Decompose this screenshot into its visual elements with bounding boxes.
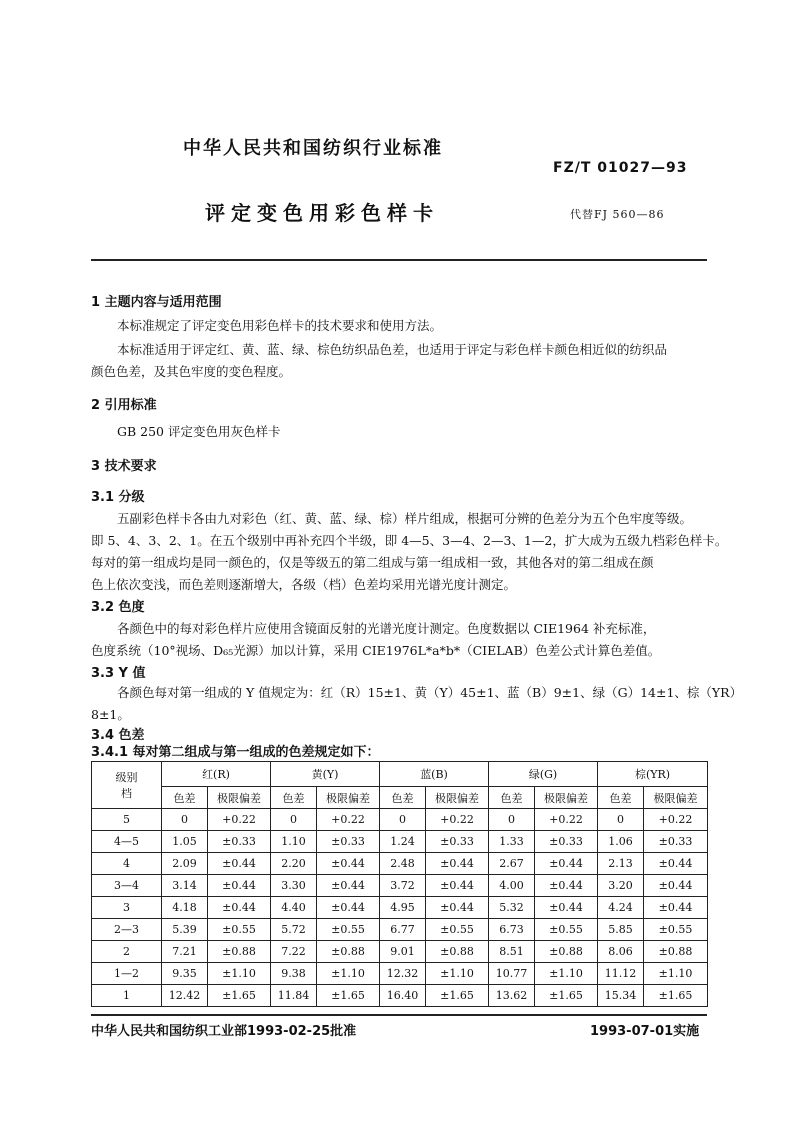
grade-cell: 1	[92, 985, 162, 1007]
grade-cell: 3—4	[92, 875, 162, 897]
tolerance-cell: ±0.44	[426, 897, 489, 919]
diff-cell: 0	[489, 809, 535, 831]
replaces-note: 代替FJ 560—86	[570, 208, 665, 221]
section-3-1-line-3: 每对的第一组成均是同一颜色的，仅是等级五的第二组成与第一组成相一致，其他各对的第二组成在颜	[91, 555, 654, 570]
sub-header-tol: 极限偏差	[426, 787, 489, 809]
section-3-3-line-2: 8±1。	[91, 707, 130, 722]
diff-cell: 2.48	[380, 853, 426, 875]
section-3-2-line-2: 色度系统（10°视场、D₆₅光源）加以计算，采用 CIE1976L*a*b*（CIELAB）色差公式计算色差值。	[91, 643, 661, 658]
tolerance-cell: ±0.55	[426, 919, 489, 941]
tolerance-cell: ±0.88	[535, 941, 598, 963]
tolerance-cell: ±0.44	[426, 875, 489, 897]
sub-header-tol: 极限偏差	[644, 787, 708, 809]
sub-header-diff: 色差	[380, 787, 426, 809]
table-row	[92, 919, 708, 941]
grade-cell: 3	[92, 897, 162, 919]
tolerance-cell: ±0.44	[317, 853, 380, 875]
diff-cell: 7.21	[162, 941, 208, 963]
footer-rule	[91, 1014, 707, 1016]
section-3-2-heading: 3.2 色度	[91, 600, 145, 615]
section-2-reference: GB 250 评定变色用灰色样卡	[117, 424, 281, 439]
diff-cell: 15.34	[598, 985, 644, 1007]
table-corner-bottom: 档	[121, 787, 132, 800]
diff-cell: 12.42	[162, 985, 208, 1007]
diff-cell: 2.67	[489, 853, 535, 875]
diff-cell: 9.38	[271, 963, 317, 985]
section-3-1-line-4: 色上依次变浅，而色差则逐渐增大，各级（档）色差均采用光谱光度计测定。	[91, 577, 517, 592]
section-3-4-1-heading: 3.4.1 每对第二组成与第一组成的色差规定如下：	[91, 745, 380, 760]
diff-cell: 3.30	[271, 875, 317, 897]
tolerance-cell: +0.22	[535, 809, 598, 831]
diff-cell: 4.18	[162, 897, 208, 919]
tolerance-cell: +0.22	[426, 809, 489, 831]
diff-cell: 1.10	[271, 831, 317, 853]
tolerance-cell: ±0.55	[208, 919, 271, 941]
header-rule	[91, 259, 707, 261]
diff-cell: 5.72	[271, 919, 317, 941]
diff-cell: 5.39	[162, 919, 208, 941]
diff-cell: 6.73	[489, 919, 535, 941]
tolerance-cell: ±0.44	[644, 897, 708, 919]
section-1-para-2b: 颜色色差，及其色牢度的变色程度。	[91, 364, 292, 379]
table-row	[92, 941, 708, 963]
table-row	[92, 875, 708, 897]
diff-cell: 11.84	[271, 985, 317, 1007]
sub-header-diff: 色差	[271, 787, 317, 809]
section-3-heading: 3 技术要求	[91, 459, 157, 474]
grade-cell: 4—5	[92, 831, 162, 853]
tolerance-cell: ±1.10	[208, 963, 271, 985]
section-1-para-2a: 本标准适用于评定红、黄、蓝、绿、棕色纺织品色差，也适用于评定与彩色样卡颜色相近似的纺织品	[117, 342, 668, 357]
grade-cell: 4	[92, 853, 162, 875]
grade-cell: 5	[92, 809, 162, 831]
diff-cell: 4.00	[489, 875, 535, 897]
tolerance-cell: ±0.44	[535, 875, 598, 897]
section-3-1-heading: 3.1 分级	[91, 490, 145, 505]
diff-cell: 2.13	[598, 853, 644, 875]
effective-date: 1993-07-01实施	[590, 1024, 700, 1039]
tolerance-cell: ±0.33	[535, 831, 598, 853]
tolerance-cell: ±0.33	[208, 831, 271, 853]
section-1-heading: 1 主题内容与适用范围	[91, 295, 222, 310]
sub-header-diff: 色差	[162, 787, 208, 809]
diff-cell: 9.35	[162, 963, 208, 985]
tolerance-cell: +0.22	[208, 809, 271, 831]
diff-cell: 0	[598, 809, 644, 831]
diff-cell: 11.12	[598, 963, 644, 985]
sub-header-tol: 极限偏差	[317, 787, 380, 809]
approval-note: 中华人民共和国纺织工业部1993-02-25批准	[91, 1024, 357, 1039]
tolerance-cell: ±0.55	[535, 919, 598, 941]
diff-cell: 1.33	[489, 831, 535, 853]
diff-cell: 8.06	[598, 941, 644, 963]
standard-code: FZ/T 01027—93	[553, 160, 688, 176]
section-3-3-line-1: 各颜色每对第一组成的 Y 值规定为：红（R）15±1、黄（Y）45±1、蓝（B）9±1、绿（G）14±1、棕（YR）	[117, 685, 743, 700]
sub-header-tol: 极限偏差	[535, 787, 598, 809]
tolerance-cell: ±0.44	[208, 853, 271, 875]
diff-cell: 4.24	[598, 897, 644, 919]
tolerance-cell: ±1.10	[426, 963, 489, 985]
tolerance-cell: ±0.88	[317, 941, 380, 963]
section-3-2-line-1: 各颜色中的每对彩色样片应使用含镜面反射的光谱光度计测定。色度数据以 CIE1964 补充标准，	[117, 621, 656, 636]
tolerance-cell: ±1.65	[535, 985, 598, 1007]
tolerance-cell: ±1.65	[644, 985, 708, 1007]
diff-cell: 2.09	[162, 853, 208, 875]
sub-header-tol: 极限偏差	[208, 787, 271, 809]
diff-cell: 0	[271, 809, 317, 831]
grade-cell: 2	[92, 941, 162, 963]
grade-cell: 1—2	[92, 963, 162, 985]
tolerance-cell: ±1.65	[208, 985, 271, 1007]
table-corner-top: 级别	[115, 771, 138, 784]
diff-cell: 13.62	[489, 985, 535, 1007]
table-row	[92, 897, 708, 919]
col-header-red: 红(R)	[162, 762, 271, 787]
color-difference-table	[91, 761, 708, 1007]
tolerance-cell: ±0.44	[426, 853, 489, 875]
tolerance-cell: ±0.33	[317, 831, 380, 853]
section-3-4-heading: 3.4 色差	[91, 728, 145, 743]
tolerance-cell: ±0.88	[208, 941, 271, 963]
col-header-blue: 蓝(B)	[380, 762, 489, 787]
diff-cell: 3.20	[598, 875, 644, 897]
diff-cell: 6.77	[380, 919, 426, 941]
diff-cell: 1.05	[162, 831, 208, 853]
diff-cell: 4.95	[380, 897, 426, 919]
table-row	[92, 809, 708, 831]
diff-cell: 9.01	[380, 941, 426, 963]
section-2-heading: 2 引用标准	[91, 398, 157, 413]
tolerance-cell: ±0.44	[644, 875, 708, 897]
tolerance-cell: ±0.44	[317, 897, 380, 919]
tolerance-cell: ±1.65	[317, 985, 380, 1007]
diff-cell: 5.85	[598, 919, 644, 941]
diff-cell: 0	[162, 809, 208, 831]
table-row	[92, 831, 708, 853]
diff-cell: 0	[380, 809, 426, 831]
tolerance-cell: ±0.44	[208, 897, 271, 919]
tolerance-cell: ±1.65	[426, 985, 489, 1007]
tolerance-cell: ±0.88	[644, 941, 708, 963]
section-3-1-line-2: 即 5、4、3、2、1。在五个级别中再补充四个半级，即 4—5、3—4、2—3、1—2，扩大成为五级九档彩色样卡。	[91, 533, 728, 548]
tolerance-cell: +0.22	[644, 809, 708, 831]
col-header-green: 绿(G)	[489, 762, 598, 787]
table-row	[92, 853, 708, 875]
diff-cell: 1.06	[598, 831, 644, 853]
table-row	[92, 963, 708, 985]
tolerance-cell: ±0.55	[644, 919, 708, 941]
tolerance-cell: ±0.33	[644, 831, 708, 853]
diff-cell: 2.20	[271, 853, 317, 875]
tolerance-cell: ±0.44	[644, 853, 708, 875]
tolerance-cell: ±0.44	[208, 875, 271, 897]
section-1-para-1: 本标准规定了评定变色用彩色样卡的技术要求和使用方法。	[117, 318, 443, 333]
tolerance-cell: ±0.33	[426, 831, 489, 853]
tolerance-cell: ±1.10	[644, 963, 708, 985]
sub-header-diff: 色差	[598, 787, 644, 809]
col-header-brown: 棕(YR)	[598, 762, 708, 787]
diff-cell: 4.40	[271, 897, 317, 919]
tolerance-cell: ±0.44	[535, 897, 598, 919]
document-title: 评定变色用彩色样卡	[205, 201, 439, 225]
tolerance-cell: ±1.10	[535, 963, 598, 985]
tolerance-cell: ±0.44	[317, 875, 380, 897]
tolerance-cell: ±0.44	[535, 853, 598, 875]
section-3-1-line-1: 五副彩色样卡各由九对彩色（红、黄、蓝、绿、棕）样片组成，根据可分辨的色差分为五个色牢度等级。	[117, 511, 693, 526]
diff-cell: 10.77	[489, 963, 535, 985]
tolerance-cell: ±0.55	[317, 919, 380, 941]
issuing-organization: 中华人民共和国纺织行业标准	[183, 138, 443, 159]
table-corner-cell	[92, 762, 162, 809]
diff-cell: 3.72	[380, 875, 426, 897]
section-3-3-heading: 3.3 Y 值	[91, 666, 146, 681]
diff-cell: 8.51	[489, 941, 535, 963]
tolerance-cell: ±1.10	[317, 963, 380, 985]
tolerance-cell: ±0.88	[426, 941, 489, 963]
diff-cell: 7.22	[271, 941, 317, 963]
tolerance-cell: +0.22	[317, 809, 380, 831]
col-header-yellow: 黄(Y)	[271, 762, 380, 787]
diff-cell: 5.32	[489, 897, 535, 919]
grade-cell: 2—3	[92, 919, 162, 941]
table-row	[92, 985, 708, 1007]
sub-header-diff: 色差	[489, 787, 535, 809]
diff-cell: 1.24	[380, 831, 426, 853]
diff-cell: 12.32	[380, 963, 426, 985]
diff-cell: 3.14	[162, 875, 208, 897]
diff-cell: 16.40	[380, 985, 426, 1007]
